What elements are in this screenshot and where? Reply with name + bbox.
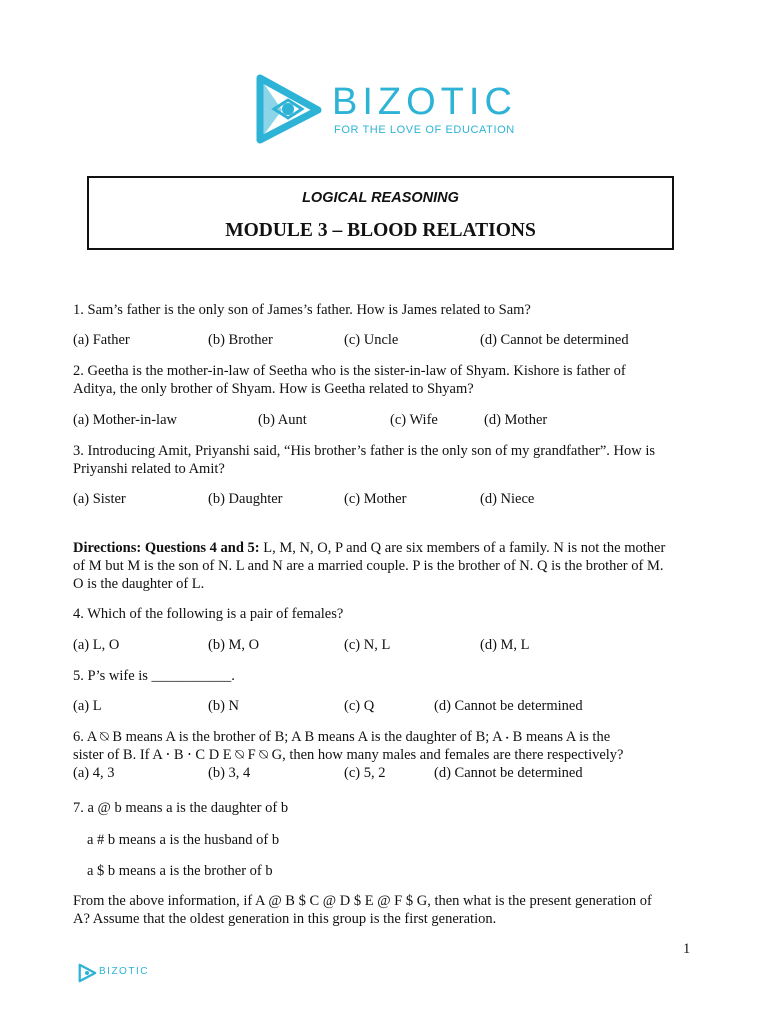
question-1-text: 1. Sam’s father is the only son of James’s father. How is James related to Sam? (73, 302, 531, 318)
directions-line-3: O is the daughter of L. (73, 576, 205, 592)
question-7-text-line-1: 7. a @ b means a is the daughter of b (73, 800, 289, 816)
question-3-option-a: (a) Sister (73, 491, 126, 507)
question-7-text-line-5: A? Assume that the oldest generation in this group is the first generation. (73, 911, 497, 927)
directions-line-2: of M but M is the son of N. L and N are a married couple. P is the brother of N. Q is the brother of M. (73, 558, 664, 574)
question-3-option-c: (c) Mother (344, 491, 407, 507)
question-6-option-d: (d) Cannot be determined (434, 765, 583, 781)
footer-logo (77, 963, 157, 985)
directions-line-1 (73, 540, 665, 557)
page-number: 1 (683, 941, 691, 957)
question-2-option-a: (a) Mother-in-law (73, 412, 177, 428)
question-1-option-d: (d) Cannot be determined (480, 332, 629, 348)
question-1-option-a: (a) Father (73, 332, 130, 348)
question-6-option-b: (b) 3, 4 (208, 765, 251, 781)
question-2-option-b: (b) Aunt (258, 412, 307, 428)
section-subtitle: LOGICAL REASONING (302, 190, 459, 206)
question-6-option-c: (c) 5, 2 (344, 765, 386, 781)
question-3-text-line-2: Priyanshi related to Amit? (73, 461, 225, 477)
question-5-option-d: (d) Cannot be determined (434, 698, 583, 714)
question-7-text-line-4: From the above information, if A @ B $ C @ D $ E @ F $ G, then what is the present generation of (73, 893, 652, 909)
bizotic-triangle-eye-icon (252, 72, 324, 144)
question-1-option-b: (b) Brother (208, 332, 273, 348)
question-6-option-a: (a) 4, 3 (73, 765, 115, 781)
question-3-text-line-1: 3. Introducing Amit, Priyanshi said, “His brother’s father is the only son of my grandfather”. How is (73, 443, 656, 459)
logo-name: BIZOTIC (332, 81, 517, 123)
page-title: MODULE 3 – BLOOD RELATIONS (225, 220, 536, 241)
question-5-text: 5. P’s wife is ___________. (73, 668, 235, 684)
bizotic-footer-icon (77, 963, 97, 983)
directions-text-1: L, M, N, O, P and Q are six members of a family. N is not the mother (259, 540, 666, 556)
question-2-option-d: (d) Mother (484, 412, 548, 428)
question-4-option-c: (c) N, L (344, 637, 391, 653)
question-6-text-line-2: sister of B. If A ⋅ B ⋅ C D E ⍉ F ⍉ G, then how many males and females are there respectively? (73, 747, 624, 763)
question-2-text-line-2: Aditya, the only brother of Shyam. How is Geetha related to Shyam? (73, 381, 474, 397)
question-6-text-line-1: 6. A ⍉ B means A is the brother of B; A B means A is the daughter of B; A ⋅ B means A is the (73, 729, 611, 745)
question-2-option-c: (c) Wife (390, 412, 438, 428)
question-3-option-b: (b) Daughter (208, 491, 283, 507)
question-5-option-b: (b) N (208, 698, 240, 714)
question-2-text-line-1: 2. Geetha is the mother-in-law of Seetha who is the sister-in-law of Shyam. Kishore is father of (73, 363, 626, 379)
question-1-option-c: (c) Uncle (344, 332, 399, 348)
question-4-option-b: (b) M, O (208, 637, 260, 653)
question-4-option-d: (d) M, L (480, 637, 530, 653)
question-7-text-line-3: a $ b means a is the brother of b (87, 863, 273, 879)
question-4-option-a: (a) L, O (73, 637, 120, 653)
question-5-option-a: (a) L (73, 698, 102, 714)
question-7-text-line-2: a # b means a is the husband of b (87, 832, 280, 848)
directions-label: Directions: Questions 4 and 5: (73, 540, 260, 556)
title-box (87, 176, 674, 250)
bizotic-logo (252, 72, 522, 152)
question-5-option-c: (c) Q (344, 698, 375, 714)
logo-tagline: FOR THE LOVE OF EDUCATION (334, 124, 515, 136)
footer-logo-name: BIZOTIC (99, 966, 149, 977)
question-4-text: 4. Which of the following is a pair of females? (73, 606, 344, 622)
question-3-option-d: (d) Niece (480, 491, 535, 507)
